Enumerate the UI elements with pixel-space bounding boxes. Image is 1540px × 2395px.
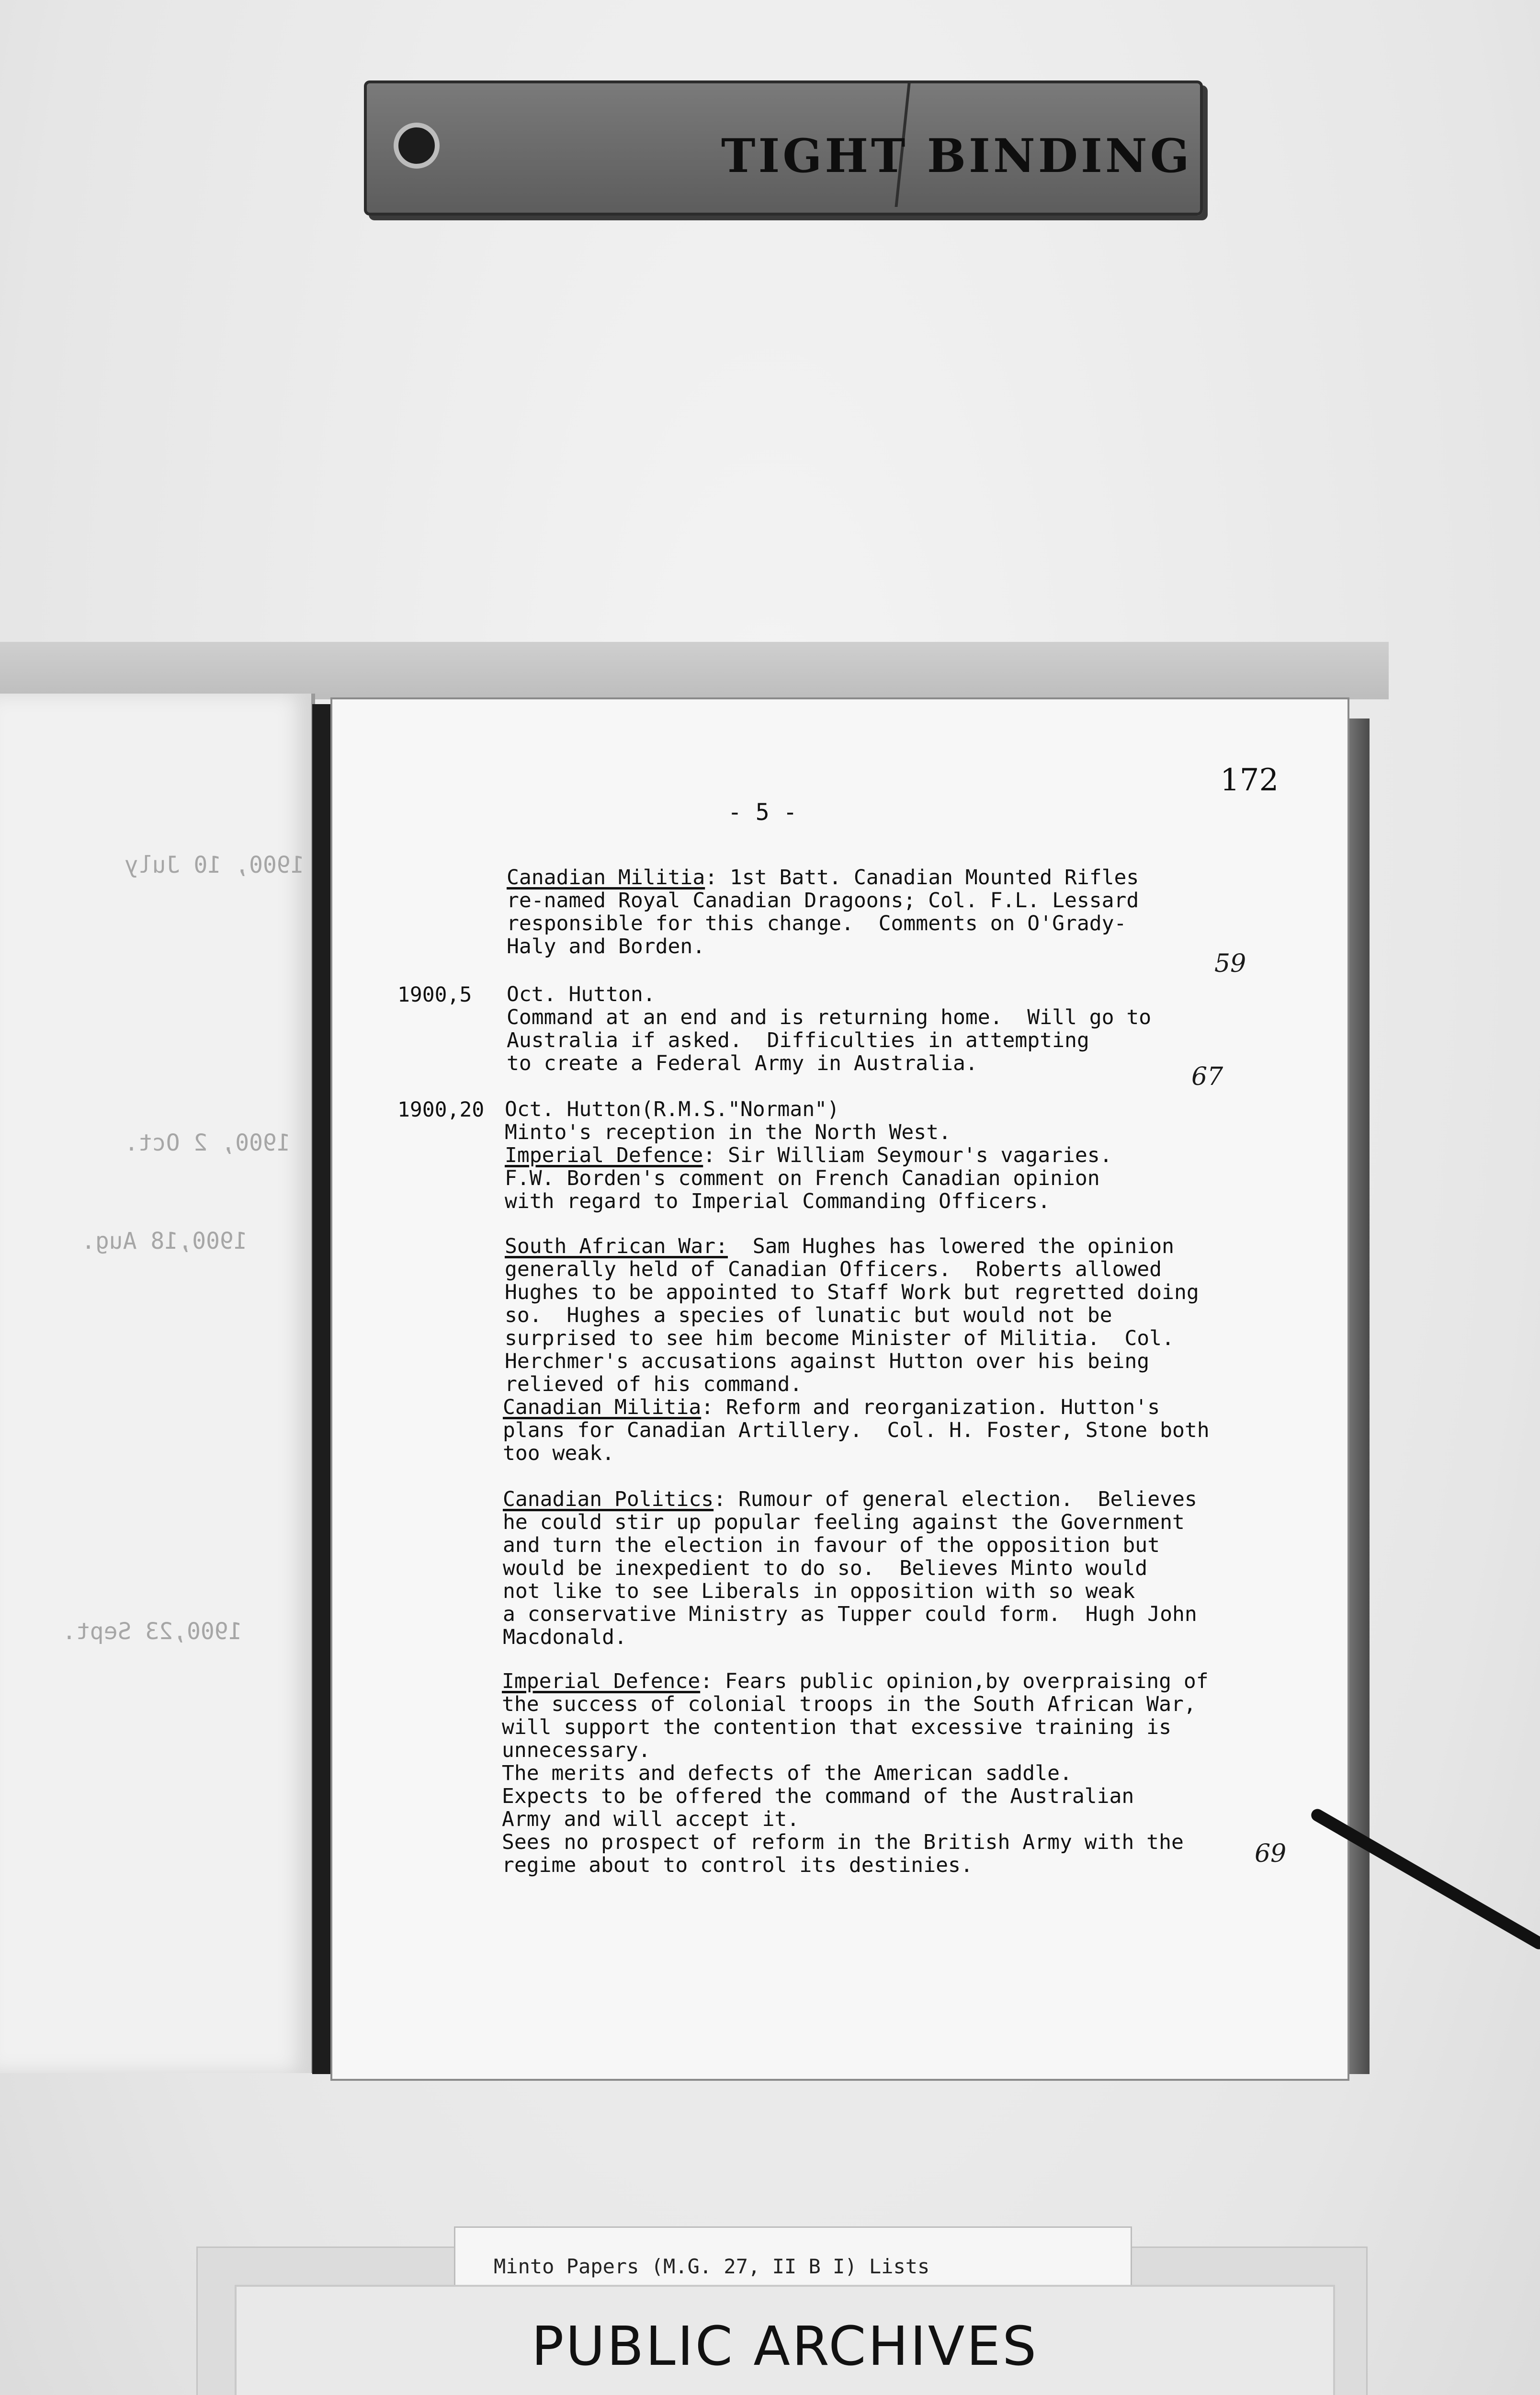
mirrored-date: 1900, 2 Oct. [125,1129,291,1156]
entry-body: the success of colonial troops in the South African War, will support the contention that excessive training is unnecessary. The merits and defects of the American saddle. Expects to be offered the command of the Australian Army and will accept it. Sees no prospect of reform in the British Army with the regime about to control its destinies. [502,1692,1196,1877]
book-shadow [0,642,1389,699]
entry-heading: Imperial Defence [502,1669,701,1693]
entry-canadian-militia-1 [507,866,1139,958]
entry-heading: Canadian Militia [503,1395,702,1419]
entry-body: plans for Canadian Artillery. Col. H. Foster, Stone both too weak. [503,1418,1210,1465]
entry-body: Command at an end and is returning home. Will go to Australia if asked. Difficulties in attempting to create a Federal Army in Australia. [507,1005,1152,1075]
entry-first-line: Sam Hughes has lowered the opinion [728,1234,1174,1258]
tag-hole-icon [394,123,440,169]
entry-heading: South African War: [505,1234,728,1258]
stamp-line-1: PUBLIC ARCHIVES [531,2315,1039,2378]
entry-first-line: Oct. Hutton(R.M.S."Norman") [505,1097,839,1121]
left-page [0,694,315,2073]
tight-binding-tag [364,80,1203,216]
entry-hutton-oct5 [507,983,1151,1075]
entry-hutton-oct20 [505,1098,951,1144]
entry-date: 1900,5 [397,983,472,1007]
book-spine [312,704,330,2074]
entry-imperial-defence-1 [505,1144,1112,1213]
entry-date: 1900,20 [397,1098,485,1122]
entry-first-line: Oct. Hutton. [507,982,656,1006]
entry-body: re-named Royal Canadian Dragoons; Col. F.L. Lessard responsible for this change. Comments on O'Grady- Haly and Borden. [507,889,1139,958]
page-number: - 5 - [728,799,797,826]
margin-note: 69 [1255,1839,1287,1868]
entry-heading: Canadian Politics [503,1487,714,1511]
folio-number: 172 [1220,763,1279,798]
entry-imperial-defence-2 [502,1670,1209,1877]
entry-body: Minto's reception in the North West. [505,1120,951,1144]
entry-body: F.W. Borden's comment on French Canadian opinion with regard to Imperial Commanding Officers. [505,1166,1100,1213]
entry-canadian-politics [503,1488,1197,1649]
entry-heading: Canadian Militia [507,866,705,890]
entry-first-line: : Reform and reorganization. Hutton's [701,1395,1160,1419]
tag-label: TIGHT BINDING [721,129,1192,183]
entry-canadian-militia-2 [503,1396,1210,1465]
mirrored-date: 1900, 10 July [125,852,305,878]
entry-first-line: : Rumour of general election. Believes [713,1487,1197,1511]
entry-heading: Imperial Defence [505,1143,703,1167]
entry-first-line: : 1st Batt. Canadian Mounted Rifles [705,866,1139,890]
mirrored-date: 1900,18 Aug. [81,1228,248,1255]
entry-body: generally held of Canadian Officers. Roberts allowed Hughes to be appointed to Staff Work but regretted doing so. Hughes a species of lunatic but would not be surprised to see him become Minister of Militia. Col. Herchmer's accusations against Hutton over his being relieved of his command. [505,1257,1199,1396]
mirrored-date: 1900,23 Sept. [62,1618,242,1645]
entry-first-line: : Fears public opinion,by overpraising of [700,1669,1209,1693]
margin-note: 67 [1191,1062,1223,1091]
margin-note: 59 [1214,949,1246,978]
entry-body: he could stir up popular feeling against the Government and turn the election in favour of the opposition but would be inexpedient to do so. Believes Minto would not like to see Liberals in opposition with so weak a conservative Ministry as Tupper could form. Hugh John Macdonald. [503,1510,1197,1649]
reference-text: Minto Papers (M.G. 27, II B I) Lists [494,2255,930,2278]
archives-stamp [235,2285,1335,2395]
entry-first-line: : Sir William Seymour's vagaries. [703,1143,1112,1167]
entry-south-african-war [505,1235,1199,1396]
